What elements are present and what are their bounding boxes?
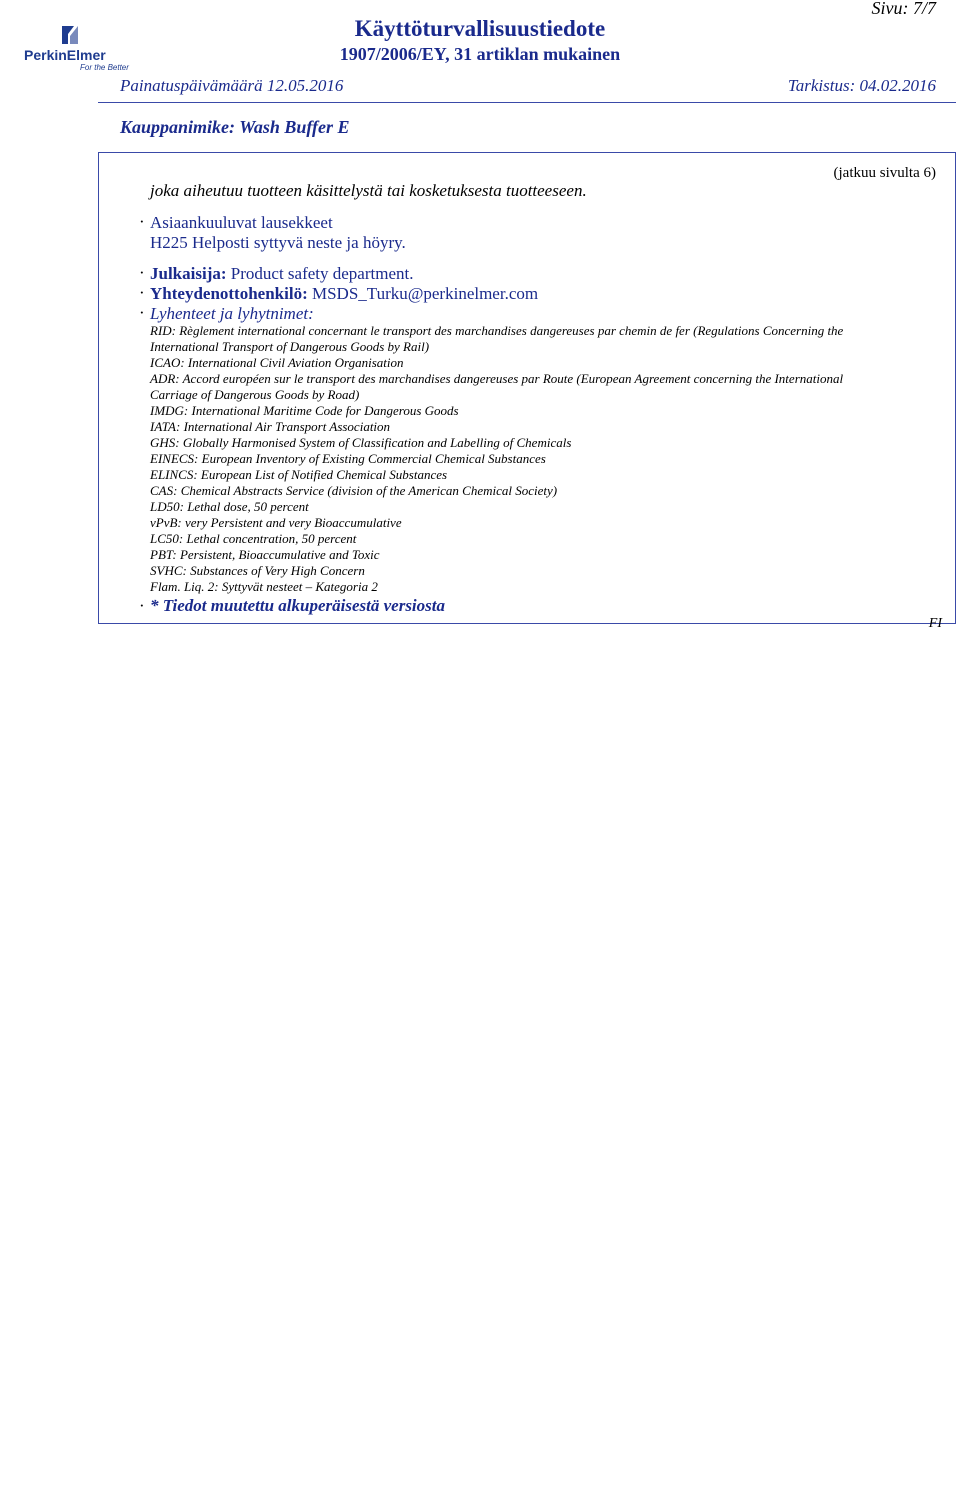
header-divider bbox=[98, 102, 956, 103]
contact-line bbox=[150, 284, 538, 304]
intro-line: joka aiheutuu tuotteen käsittelystä tai kosketuksesta tuotteeseen. bbox=[150, 181, 587, 200]
abbreviation-line: LD50: Lethal dose, 50 percent bbox=[150, 499, 309, 514]
abbreviation-line: EINECS: European Inventory of Existing Commercial Chemical Substances bbox=[150, 451, 546, 466]
bullet-dot: · bbox=[139, 596, 145, 615]
abbreviation-line: International Transport of Dangerous Goods by Rail) bbox=[150, 339, 430, 354]
page-number: Sivu: 7/7 bbox=[871, 0, 936, 18]
print-date: Painatuspäivämäärä 12.05.2016 bbox=[120, 76, 344, 95]
abbreviation-line: IMDG: International Maritime Code for Dangerous Goods bbox=[150, 403, 459, 418]
trade-name: Kauppanimike: Wash Buffer E bbox=[120, 117, 350, 137]
logo-wordmark: PerkinElmer bbox=[24, 47, 106, 63]
abbreviation-line: ELINCS: European List of Notified Chemical Substances bbox=[150, 467, 448, 482]
phrases-heading: Asiaankuuluvat lausekkeet bbox=[150, 213, 333, 232]
revision-date: Tarkistus: 04.02.2016 bbox=[787, 76, 936, 95]
abbreviation-line: ADR: Accord européen sur le transport des marchandises dangereuses par Route (European Agreement concerning the International bbox=[150, 371, 844, 386]
bullet-dot: · bbox=[139, 303, 145, 322]
contact-value: MSDS_Turku@perkinelmer.com bbox=[311, 284, 539, 303]
publisher-line bbox=[150, 264, 413, 284]
abbreviation-line: IATA: International Air Transport Association bbox=[150, 419, 391, 434]
abbreviation-line: CAS: Chemical Abstracts Service (division of the American Chemical Society) bbox=[150, 483, 558, 498]
abbreviation-line: RID: Règlement international concernant le transport des marchandises dangereuses par chemin de fer (Regulations Concerning the bbox=[150, 323, 844, 338]
abbreviation-line: vPvB: very Persistent and very Bioaccumulative bbox=[150, 515, 402, 530]
publisher-label: Julkaisija: bbox=[150, 264, 227, 283]
abbreviation-line: Carriage of Dangerous Goods by Road) bbox=[150, 387, 360, 402]
abbreviation-line: GHS: Globally Harmonised System of Classification and Labelling of Chemicals bbox=[150, 435, 572, 450]
bullet-dot: · bbox=[139, 212, 145, 231]
bullet-dot: · bbox=[139, 283, 145, 302]
contact-label: Yhteydenottohenkilö: bbox=[150, 284, 308, 303]
publisher-value: Product safety department. bbox=[230, 264, 414, 283]
document-subtitle: 1907/2006/EY, 31 artiklan mukainen bbox=[339, 44, 621, 64]
logo-tagline: For the Better bbox=[80, 63, 129, 72]
bullet-dot: · bbox=[139, 263, 145, 282]
changed-note: * Tiedot muutettu alkuperäisestä versiosta bbox=[150, 596, 445, 615]
phrases-text: H225 Helposti syttyvä neste ja höyry. bbox=[150, 233, 406, 252]
document-title: Käyttöturvallisuustiedote bbox=[354, 16, 606, 41]
abbreviation-line: PBT: Persistent, Bioaccumulative and Toxic bbox=[150, 547, 380, 562]
abbreviation-line: SVHC: Substances of Very High Concern bbox=[150, 563, 365, 578]
abbreviation-line: LC50: Lethal concentration, 50 percent bbox=[150, 531, 357, 546]
language-code: FI bbox=[928, 616, 942, 631]
abbreviation-line: ICAO: International Civil Aviation Organisation bbox=[150, 355, 404, 370]
continued-note: (jatkuu sivulta 6) bbox=[833, 165, 936, 181]
abbreviation-line: Flam. Liq. 2: Syttyvät nesteet – Kategoria 2 bbox=[150, 579, 378, 594]
abbreviations-heading: Lyhenteet ja lyhytnimet: bbox=[150, 304, 314, 323]
